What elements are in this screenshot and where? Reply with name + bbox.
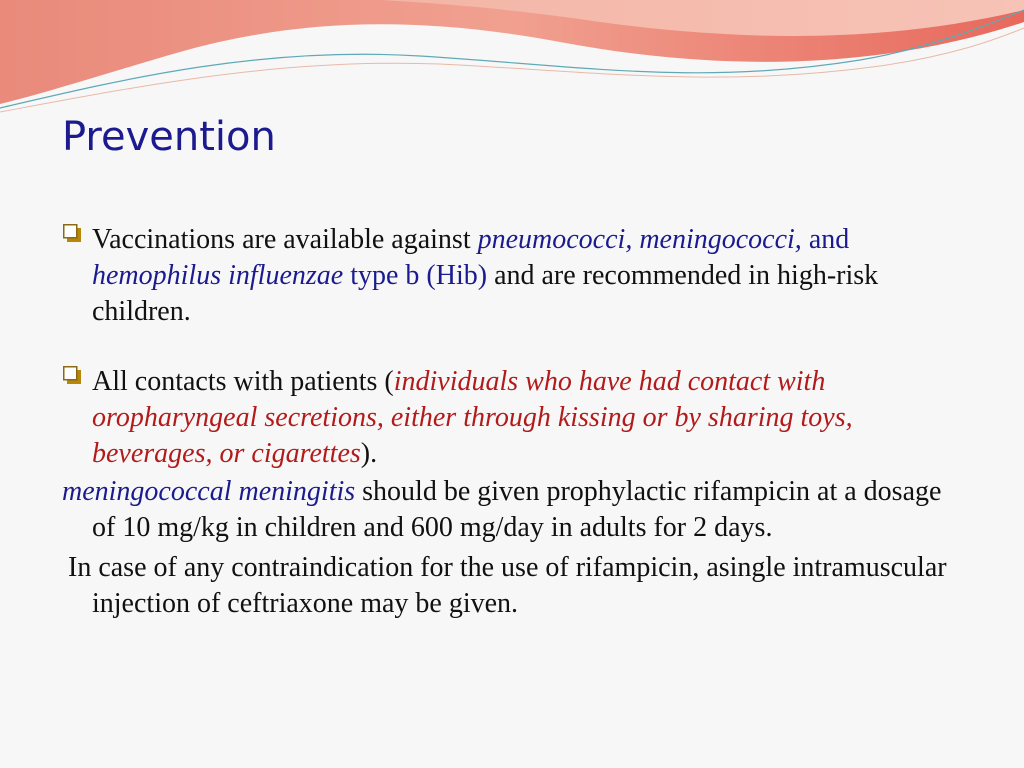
pathogen-name: hemophilus influenzae (92, 260, 344, 291)
bullet-text: All contacts with patients ( (92, 366, 394, 397)
slide-title: Prevention (62, 114, 276, 160)
bullet-text: ). (360, 438, 378, 469)
disease-name: meningococcal meningitis (62, 476, 356, 507)
slide-body (0, 222, 1024, 622)
bullet-text: Vaccinations are available against (92, 224, 478, 255)
hollow-square-bullet-icon (63, 366, 81, 384)
paragraph-alternative (0, 550, 958, 622)
bullet-text: and are recommended in high-risk children. (92, 260, 879, 327)
bullet-contacts (0, 364, 958, 472)
hollow-square-bullet-icon (63, 224, 81, 242)
paragraph-prophylaxis (0, 474, 958, 546)
pathogen-names: pneumococci, meningococci, (477, 224, 802, 255)
paragraph-text: In case of any contraindication for the use of rifampicin, asingle intramuscular injection of ceftriaxone may be given. (68, 552, 947, 619)
contact-definition: individuals who have had contact with oropharyngeal secretions, either through kissing or by sharing toys, beverages, or cigarettes (92, 366, 853, 469)
conjunction-text: and (808, 224, 850, 255)
header-wave-decoration (0, 0, 1024, 120)
paragraph-text: should be given prophylactic rifampicin at a dosage of 10 mg/kg in children and 600 mg/day in adults for 2 days. (92, 476, 942, 543)
bullet-vaccinations (0, 222, 958, 330)
pathogen-type: type b (Hib) (343, 260, 488, 291)
